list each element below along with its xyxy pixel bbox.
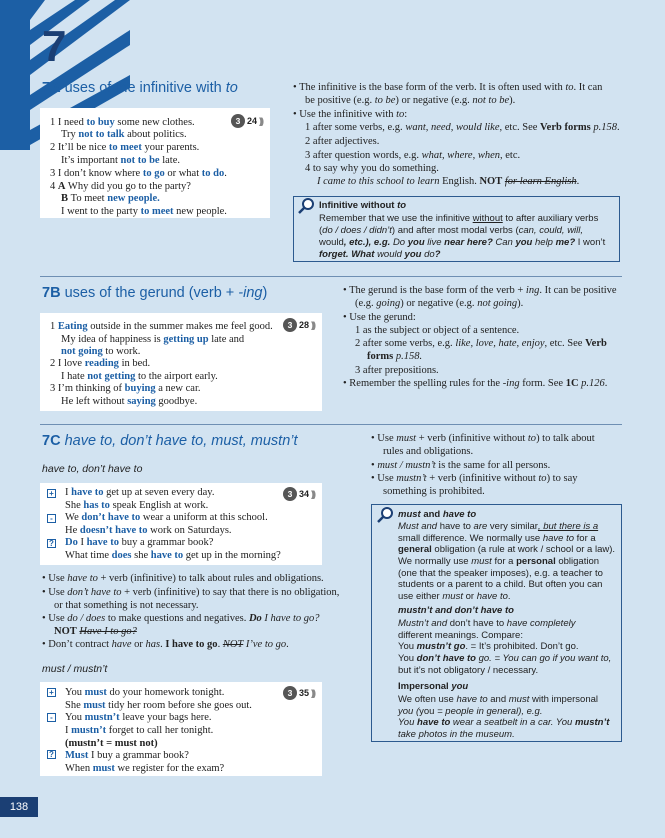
rule-note: • Use must + verb (infinitive without to) to talk about xyxy=(371,433,595,444)
rule-note: rules and obligations. xyxy=(383,446,474,457)
example-sentence: 2 I love reading in bed. xyxy=(50,358,151,369)
example-sentence: He left without saying goodbye. xyxy=(61,396,198,407)
rule-note: • The infinitive is the base form of the verb. It is often used with to. It can xyxy=(293,82,603,93)
rule-note: • Use the infinitive with to: xyxy=(293,109,408,120)
tip-subheading: mustn’t and don’t have to xyxy=(398,605,514,616)
tip-text: We often use have to and must with impersonal xyxy=(398,694,598,705)
audio-track-7a[interactable]: 3 24 ))) xyxy=(231,114,262,128)
example-sentence: 3 I don’t know where to go or what to do. xyxy=(50,168,227,179)
example-sentence: I went to the party to meet new people. xyxy=(61,206,227,217)
rule-note: • Use do / does to make questions and negatives. Do I have to go? xyxy=(42,613,320,624)
audio-track-7b[interactable]: 3 28 ))) xyxy=(283,318,314,332)
example-sentence: When must we register for the exam? xyxy=(65,763,225,774)
rule-note: • Remember the spelling rules for the -ing form. See 1C p.126. xyxy=(343,378,608,389)
rule-note: (e.g. going) or negative (e.g. not going). xyxy=(355,298,524,309)
example-sentence: 2 It’ll be nice to meet your parents. xyxy=(50,142,200,153)
tip-text: forget. What would you do? xyxy=(319,249,441,260)
sound-waves-icon: ))) xyxy=(311,688,315,698)
rule-note: something is prohibited. xyxy=(383,486,485,497)
example-sentence: What time does she have to get up in the morning? xyxy=(65,550,281,561)
example-sentence: (mustn’t = must not) xyxy=(65,738,158,749)
tip-heading: must and have to xyxy=(398,509,477,520)
rule-note: 1 as the subject or object of a sentence. xyxy=(355,325,520,336)
example-sentence: My idea of happiness is getting up late and xyxy=(61,334,245,345)
tip-text: You have to wear a seatbelt in a car. You mustn’t xyxy=(398,717,610,728)
subheading-have-to: have to, don’t have to xyxy=(42,463,143,475)
plus-sign-icon: + xyxy=(47,489,56,498)
rule-note: • Use have to + verb (infinitive) to talk about rules and obligations. xyxy=(42,573,324,584)
example-sentence: not going to work. xyxy=(61,346,141,357)
divider xyxy=(40,424,622,425)
example-sentence: 4 A Why did you go to the party? xyxy=(50,181,191,192)
example-sentence: She must tidy her room before she goes out. xyxy=(65,700,252,711)
tip-text: students or a parent to a child. But often you can xyxy=(398,579,603,590)
page-number: 138 xyxy=(0,797,38,817)
audio-track-7c-2[interactable]: 3 35 ))) xyxy=(283,686,314,700)
example-sentence: He doesn’t have to work on Saturdays. xyxy=(65,525,232,536)
example-sentence: 1 I need to buy some new clothes. xyxy=(50,117,195,128)
rule-note: 4 to say why you do something. xyxy=(305,163,439,174)
example-sentence: She has to speak English at work. xyxy=(65,500,209,511)
example-sentence: I hate not getting to the airport early. xyxy=(61,371,218,382)
tip-text: would, etc.), e.g. Do you live near here? Can you help me? I won’t xyxy=(319,237,606,248)
example-sentence: Must I buy a grammar book? xyxy=(65,750,189,761)
tip-heading: Infinitive without to xyxy=(319,200,407,211)
example-sentence: Do I have to buy a grammar book? xyxy=(65,537,214,548)
tip-text: Must and have to are very similar, but there is a xyxy=(398,521,599,532)
minus-sign-icon: - xyxy=(47,713,56,722)
rule-note: • must / mustn’t is the same for all persons. xyxy=(371,460,551,471)
rule-note: 2 after adjectives. xyxy=(305,136,380,147)
minus-sign-icon: - xyxy=(47,514,56,523)
tip-text: you (you = people in general), e.g. xyxy=(398,706,543,717)
section-7a-title: 7A uses of the infinitive with to xyxy=(42,80,238,96)
tip-text: use either must or have to. xyxy=(398,591,511,602)
rule-note: or that something is not necessary. xyxy=(54,600,199,611)
rule-note: 2 after some verbs, e.g. like, love, hate, enjoy, etc. See Verb xyxy=(355,338,607,349)
example-sentence: It’s important not to be late. xyxy=(61,155,180,166)
magnifier-icon xyxy=(298,198,316,214)
divider xyxy=(40,276,622,277)
example-sentence: B To meet new people. xyxy=(61,193,160,204)
tip-text: Mustn’t and don’t have to have completely xyxy=(398,618,576,629)
example-sentence: 1 Eating outside in the summer makes me feel good. xyxy=(50,321,273,332)
section-code: 7A xyxy=(42,80,61,96)
rule-note: NOT Have I to go? xyxy=(54,626,137,637)
tip-text: (do / does / didn’t) and after most modal verbs (can, could, will, xyxy=(319,225,584,236)
example-sentence: Try not to talk about politics. xyxy=(61,129,187,140)
tip-text: You don’t have to go. = You can go if you want to, xyxy=(398,653,612,664)
chapter-number: 7 xyxy=(42,22,67,71)
rule-note: I came to this school to learn English. NOT for learn English. xyxy=(317,176,580,187)
cd-icon: 3 xyxy=(283,686,297,700)
tip-text: different meanings. Compare: xyxy=(398,630,523,641)
cd-icon: 3 xyxy=(231,114,245,128)
tip-text: take photos in the museum. xyxy=(398,729,515,740)
rule-note: • Use the gerund: xyxy=(343,312,416,323)
question-sign-icon: ? xyxy=(47,750,56,759)
cd-icon: 3 xyxy=(283,318,297,332)
sound-waves-icon: ))) xyxy=(259,116,263,126)
example-sentence: We don’t have to wear a uniform at this school. xyxy=(65,512,268,523)
rule-note: • Don’t contract have or has. I have to go. NOT I’ve to go. xyxy=(42,639,289,650)
example-sentence: I have to get up at seven every day. xyxy=(65,487,215,498)
example-sentence: I mustn’t forget to call her tonight. xyxy=(65,725,214,736)
example-sentence: You must do your homework tonight. xyxy=(65,687,225,698)
sound-waves-icon: ))) xyxy=(311,489,315,499)
rule-note: 3 after prepositions. xyxy=(355,365,439,376)
tip-text: small difference. We normally use have to for a xyxy=(398,533,596,544)
section-7b-title: 7B uses of the gerund (verb + -ing) xyxy=(42,285,268,301)
example-sentence: You mustn’t leave your bags here. xyxy=(65,712,212,723)
tip-text: You mustn’t go. = It’s prohibited. Don’t go. xyxy=(398,641,579,652)
question-sign-icon: ? xyxy=(47,539,56,548)
tip-text: general obligation (a rule at work / school or a law). xyxy=(398,544,616,555)
tip-text: Remember that we use the infinitive without to after auxiliary verbs xyxy=(319,213,599,224)
rule-note: • The gerund is the base form of the verb + ing. It can be positive xyxy=(343,285,617,296)
plus-sign-icon: + xyxy=(47,688,56,697)
tip-text: We normally use must for a personal obligation xyxy=(398,556,600,567)
section-7c-title: 7C have to, don’t have to, must, mustn’t xyxy=(42,433,298,449)
rule-note: 1 after some verbs, e.g. want, need, would like, etc. See Verb forms p.158. xyxy=(305,122,620,133)
rule-note: • Use don’t have to + verb (infinitive) to say that there is no obligation, xyxy=(42,587,340,598)
audio-track-7c-1[interactable]: 3 34 ))) xyxy=(283,487,314,501)
magnifier-icon xyxy=(377,507,395,523)
tip-text: (one that the speaker imposes), e.g. a teacher to xyxy=(398,568,603,579)
subheading-must: must / mustn’t xyxy=(42,663,108,675)
rule-note: be positive (e.g. to be) or negative (e.g. not to be). xyxy=(305,95,516,106)
tip-text: but it’s not obligatory / necessary. xyxy=(398,665,539,676)
rule-note: • Use mustn’t + verb (infinitive without to) to say xyxy=(371,473,578,484)
example-sentence: 3 I’m thinking of buying a new car. xyxy=(50,383,201,394)
rule-note: forms p.158. xyxy=(367,351,423,362)
rule-note: 3 after question words, e.g. what, where, when, etc. xyxy=(305,150,521,161)
sound-waves-icon: ))) xyxy=(311,320,315,330)
cd-icon: 3 xyxy=(283,487,297,501)
tip-subheading: Impersonal you xyxy=(398,681,469,692)
